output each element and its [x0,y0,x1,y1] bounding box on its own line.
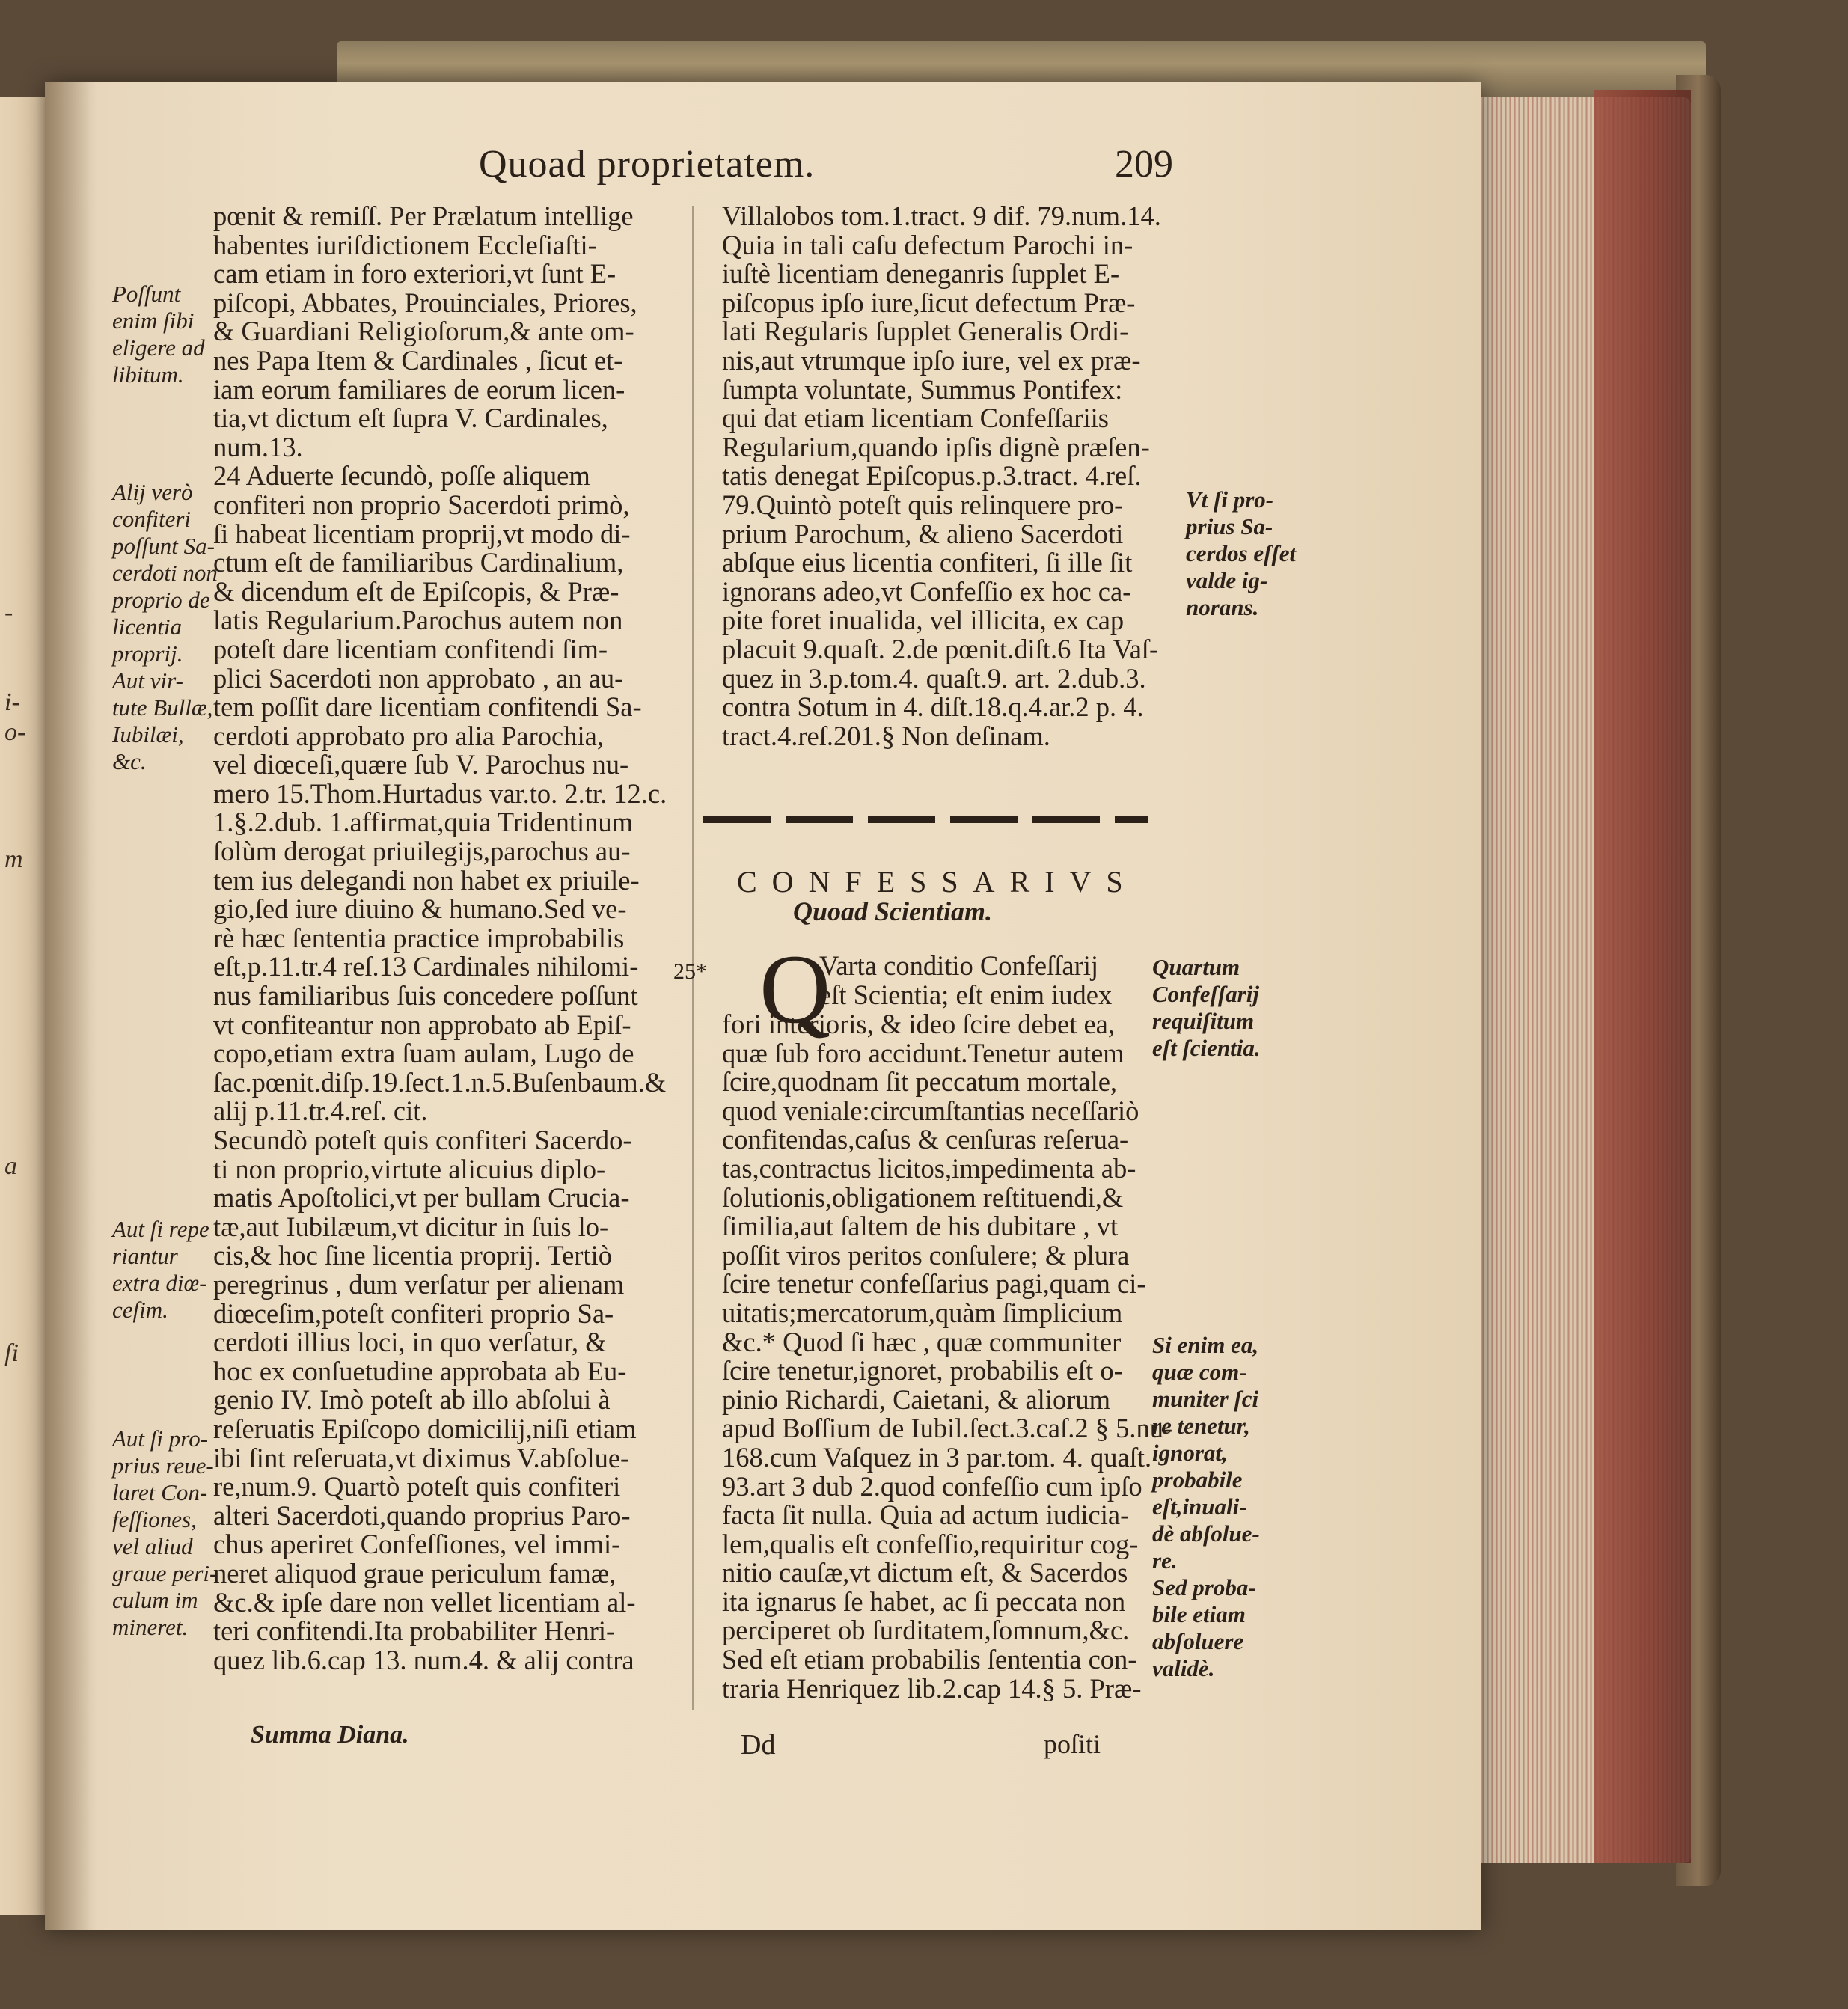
text-line: prium Parochum, & alieno Sacerdoti [722,518,1124,549]
ornamental-divider [703,816,1148,823]
margin-note-line: validè. [1152,1655,1215,1681]
text-line: reſeruatis Epiſcopo domicilij,niſi etiam [213,1413,637,1444]
margin-note-line: bile etiam [1152,1601,1246,1627]
text-line: perciperet ob ſurditatem,ſomnum,&c. [722,1615,1130,1646]
text-line: piſcopus ipſo iure,ſicut defectum Præ- [722,287,1136,318]
text-line: re,num.9. Quartò poteſt quis confiteri [213,1471,621,1502]
text-line: tia,vt dictum eſt ſupra V. Cardinales, [213,403,608,434]
text-line: cam etiam in foro exteriori,vt ſunt E- [213,258,616,290]
text-line: lem,qualis eſt confeſſio,requiritur cog- [722,1528,1139,1559]
margin-note-line: cerdoti non [112,560,218,586]
text-line: ſolùm derogat priuilegijs,parochus au- [213,836,631,867]
left-page-fragment: a [4,1152,17,1180]
text-line: gio,ſed iure diuino & humano.Sed ve- [213,893,627,925]
text-line: genio IV. Imò poteſt ab illo abſolui à [213,1384,611,1416]
margin-note-line: ignorat, [1152,1440,1228,1466]
margin-note [1152,954,1261,1062]
text-line: poſſit viros peritos conſulere; & plura [722,1239,1130,1270]
margin-note-line: Quartum [1152,954,1240,980]
text-line: matis Apoſtolici,vt per bullam Crucia- [213,1182,630,1214]
left-page-fragment: m [4,846,23,873]
text-line: apud Boſſium de Iubil.ſect.3.caſ.2 § 5.nu- [722,1413,1173,1444]
margin-note-line: Aut ſi pro- [112,1425,209,1452]
text-line: confiteri non proprio Sacerdoti primò, [213,489,630,520]
margin-note-line: ceſim. [112,1297,168,1323]
text-line: 93.art 3 dub 2.quod confeſſio cum ipſo [722,1470,1142,1502]
paragraph-number: 25* [673,959,707,984]
text-line: confitendas,caſus & cenſuras reſerua- [722,1124,1129,1155]
catchword: poſiti [1044,1729,1101,1759]
text-line: habentes iuriſdictionem Eccleſiaſti- [213,229,597,260]
text-line: iam eorum familiares de eorum licen- [213,373,625,405]
left-page-fragment: i- [4,688,20,716]
margin-note-line: tute Bullæ, [112,694,213,721]
text-line: fori interioris, & ideo ſcire debet ea, [722,1009,1115,1039]
margin-note-line: cerdos eſſet [1186,540,1297,566]
margin-note-line: Confeſſarij [1152,981,1259,1007]
margin-note-line: mineret. [112,1614,189,1640]
left-column-text [213,202,667,1675]
text-line: &c.& ipſe dare non vellet licentiam al- [213,1586,636,1618]
text-line: plici Sacerdoti non approbato , an au- [213,662,624,694]
text-line: Regularium,quando ipſis dignè præſen- [722,431,1150,462]
text-line: ſcire,quodnam ſit peccatum mortale, [722,1066,1118,1098]
text-line: peregrinus , dum verſatur per alienam [213,1268,625,1300]
text-line: tem ius delegandi non habet ex priuile- [213,864,640,896]
text-line: tract.4.reſ.201.§ Non deſinam. [722,720,1050,751]
section-title: CONFESSARIVS [737,865,1138,899]
text-line: mero 15.Thom.Hurtadus var.to. 2.tr. 12.c. [213,777,667,809]
margin-note-line: graue peri- [112,1560,218,1586]
left-page-fragment: o- [4,718,26,746]
margin-note-line: Aut vir- [112,667,183,694]
text-line: ti non proprio,virtute alicuius diplo- [213,1153,606,1184]
text-line: neret aliquod graue periculum famæ, [213,1557,616,1588]
margin-note-line: eſt,inuali- [1152,1493,1247,1520]
text-line: hoc ex conſuetudine approbata ab Eu- [213,1355,627,1386]
margin-note [112,479,218,775]
text-line: num.13. [213,431,303,462]
margin-note-line: extra diœ- [112,1270,207,1296]
drop-capital: Q [759,934,831,1044]
text-line: nus familiaribus ſuis concedere poſſunt [213,980,638,1012]
text-line: 1.§.2.dub. 1.affirmat,quia Tridentinum [213,807,633,838]
margin-note-line: Poſſunt [112,281,181,307]
text-line: eſt Scientia; eſt enim iudex [819,979,1113,1010]
margin-note-line: Iubilæi, [112,721,184,747]
text-line: pœnit & remiſſ. Per Prælatum intellige [213,201,634,231]
text-line: placuit 9.quaſt. 2.de pœnit.diſt.6 Ita Vaſ- [722,633,1159,664]
gutter-shadow [45,82,97,1930]
text-line: teri confitendi.Ita probabiliter Henri- [213,1615,616,1647]
margin-note-line: riantur [112,1243,178,1269]
text-line: Sed eſt etiam probabilis ſententia con- [722,1644,1137,1675]
text-line: piſcopi, Abbates, Prouinciales, Priores, [213,287,637,318]
red-edge-stain [1594,90,1691,1863]
margin-note-line: vel aliud [112,1533,193,1559]
text-line: & dicendum eſt de Epiſcopis, & Præ- [213,575,619,607]
text-line: vel diœceſi,quære ſub V. Parochus nu- [213,749,629,780]
margin-note-line: prius Sa- [1186,513,1273,539]
margin-note-line: Alij verò [112,479,193,505]
margin-note-line: re tenetur, [1152,1413,1250,1439]
margin-note [112,1216,209,1324]
margin-note-line: abſoluere [1152,1628,1244,1654]
text-line: facta ſit nulla. Quia ad actum iudicia- [722,1499,1130,1531]
text-line: 79.Quintò poteſt quis relinquere pro- [722,489,1124,520]
text-line: eſt,p.11.tr.4 reſ.13 Cardinales nihilomi- [213,951,639,982]
text-line: ita ignarus ſe habet, ac ſi peccata non [722,1586,1126,1617]
margin-note-line: licentia [112,614,182,640]
section-subtitle: Quoad Scientiam. [793,896,993,926]
text-line: pite foret inualida, vel illicita, ex cap [722,605,1125,636]
margin-note-line: norans. [1186,594,1259,620]
text-line: quæ ſub foro accidunt.Tenetur autem [722,1037,1125,1068]
text-line: & Guardiani Religioſorum,& ante om- [213,316,634,347]
text-line: poteſt dare licentiam confitendi ſim- [213,633,608,664]
page-number: 209 [1115,143,1173,186]
margin-note-line: Aut ſi repe [112,1216,209,1242]
text-line: ſolutionis,obligationem reſtituendi,& [722,1181,1124,1213]
margin-note-line: proprij. [112,640,183,667]
text-line: ſi habeat licentiam proprij,vt modo di- [213,518,631,549]
left-page-fragment: ſi [4,1339,19,1367]
margin-note-line: culum im [112,1587,198,1613]
text-line: tæ,aut Iubilæum,vt dicitur in ſuis lo- [213,1211,609,1242]
text-line: Villalobos tom.1.tract. 9 dif. 79.num.14. [722,201,1161,231]
text-line: &c.* Quod ſi hæc , quæ communiter [722,1326,1122,1357]
text-line: diœceſim,poteſt confiteri proprio Sa- [213,1297,614,1329]
margin-note-line: requiſitum [1152,1008,1255,1034]
text-line: ctum eſt de familiaribus Cardinalium, [213,547,624,578]
margin-note [1152,1332,1260,1682]
text-line: rè hæc ſententia practice improbabilis [213,922,625,953]
margin-note-line: libitum. [112,361,184,388]
margin-note-line: poſſunt Sa- [112,533,215,559]
text-line: cerdoti approbato pro alia Parochia, [213,720,604,751]
text-line: traria Henriquez lib.2.cap 14.§ 5. Præ- [722,1672,1142,1704]
margin-note-line: quæ com- [1152,1359,1247,1385]
margin-note-line: proprio de [112,587,210,613]
text-line: nis,aut vtrumque ipſo iure, vel ex præ- [722,344,1141,376]
text-line: ſcire tenetur confeſſarius pagi,quam ci- [722,1268,1146,1300]
running-head: Quoad proprietatem. [479,143,816,186]
right-column-text-bottom [722,1010,1172,1703]
text-line: abſque eius licentia confiteri, ſi ille ſit [722,547,1133,578]
left-catchword: Summa Diana. [251,1721,409,1749]
text-line: ſac.pœnit.diſp.19.ſect.1.n.5.Buſenbaum.& [213,1066,667,1098]
margin-note-line: valde ig- [1186,567,1268,593]
text-line: alteri Sacerdoti,quando proprius Paro- [213,1499,631,1531]
margin-note-line: eſt ſcientia. [1152,1035,1261,1061]
text-line: alij p.11.tr.4.reſ. cit. [213,1095,428,1127]
margin-note-line: Vt ſi pro- [1186,486,1274,513]
text-line: quod veniale:circumſtantias neceſſariò [722,1095,1139,1126]
margin-note-line: prius reue- [112,1452,214,1479]
text-line: chus aperiret Confeſſiones, vel immi- [213,1529,621,1560]
right-column-text-top [722,202,1161,750]
text-line: tas,contractus licitos,impedimenta ab- [722,1152,1136,1184]
text-line: quez in 3.p.tom.4. quaſt.9. art. 2.dub.3. [722,662,1146,694]
signature-mark: Dd [741,1729,776,1761]
margin-note-line: feſſiones, [112,1506,197,1532]
text-line: vt confiteantur non approbato ab Epiſ- [213,1009,631,1040]
text-line: Quia in tali caſu defectum Parochi in- [722,229,1133,260]
text-line: tem poſſit dare licentiam confitendi Sa- [213,691,642,723]
text-line: pinio Richardi, Caietani, & aliorum [722,1383,1111,1415]
right-column-first-lines [819,952,1112,1009]
text-line: contra Sotum in 4. diſt.18.q.4.ar.2 p. 4. [722,691,1144,723]
margin-note-line: Sed proba- [1152,1574,1256,1600]
margin-note-line: Si enim ea, [1152,1332,1259,1358]
text-line: ſumpta voluntate, Summus Pontifex: [722,373,1123,405]
margin-note-line: re. [1152,1547,1178,1574]
text-line: cerdoti illius loci, in quo verſatur, & [213,1327,607,1358]
text-line: ibi ſint reſeruata,vt diximus V.abſolue- [213,1442,630,1473]
text-line: quez lib.6.cap 13. num.4. & alij contra [213,1644,634,1675]
text-line: nitio cauſæ,vt dictum eſt, & Sacerdos [722,1557,1128,1588]
text-line: qui dat etiam licentiam Confeſſariis [722,403,1109,434]
text-line: cis,& hoc ſine licentia proprij. Tertiò [213,1240,612,1271]
margin-note [112,1425,217,1641]
text-line: nes Papa Item & Cardinales , ſicut et- [213,344,623,376]
text-line: latis Regularium.Parochus autem non [213,605,623,636]
text-line: copo,etiam extra ſuam aulam, Lugo de [213,1038,634,1069]
text-line: uitatis;mercatorum,quàm ſimplicium [722,1297,1123,1328]
margin-note-line: eligere ad [112,334,205,361]
margin-note-line: probabile [1152,1467,1243,1493]
margin-note [112,281,205,388]
text-line: 24 Aduerte ſecundò, poſſe aliquem [213,460,590,492]
text-line: Varta conditio Confeſſarij [819,950,1099,981]
margin-note-line: dè abſolue- [1152,1520,1260,1547]
text-line: tatis denegat Epiſcopus.p.3.tract. 4.reſ. [722,460,1142,492]
text-line: iuſtè licentiam deneganris ſupplet E- [722,258,1120,290]
text-line: ignorans adeo,vt Confeſſio ex hoc ca- [722,575,1132,607]
text-line: 168.cum Vaſquez in 3 par.tom. 4. quaſt. [722,1441,1152,1473]
margin-note-line: confiteri [112,506,192,532]
margin-note-line: enim ſibi [112,308,195,334]
margin-note [1186,486,1296,621]
text-line: ſcire tenetur,ignoret, probabilis eſt o- [722,1355,1123,1386]
margin-note-line: muniter ſci [1152,1386,1259,1412]
left-page-fragment: - [4,599,13,626]
text-line: lati Regularis ſupplet Generalis Ordi- [722,316,1129,347]
text-line: ſimilia,aut ſaltem de his dubitare , vt [722,1211,1119,1242]
text-line: Secundò poteſt quis confiteri Sacerdo- [213,1125,632,1155]
margin-note-line: &c. [112,748,147,774]
margin-note-line: laret Con- [112,1479,208,1505]
